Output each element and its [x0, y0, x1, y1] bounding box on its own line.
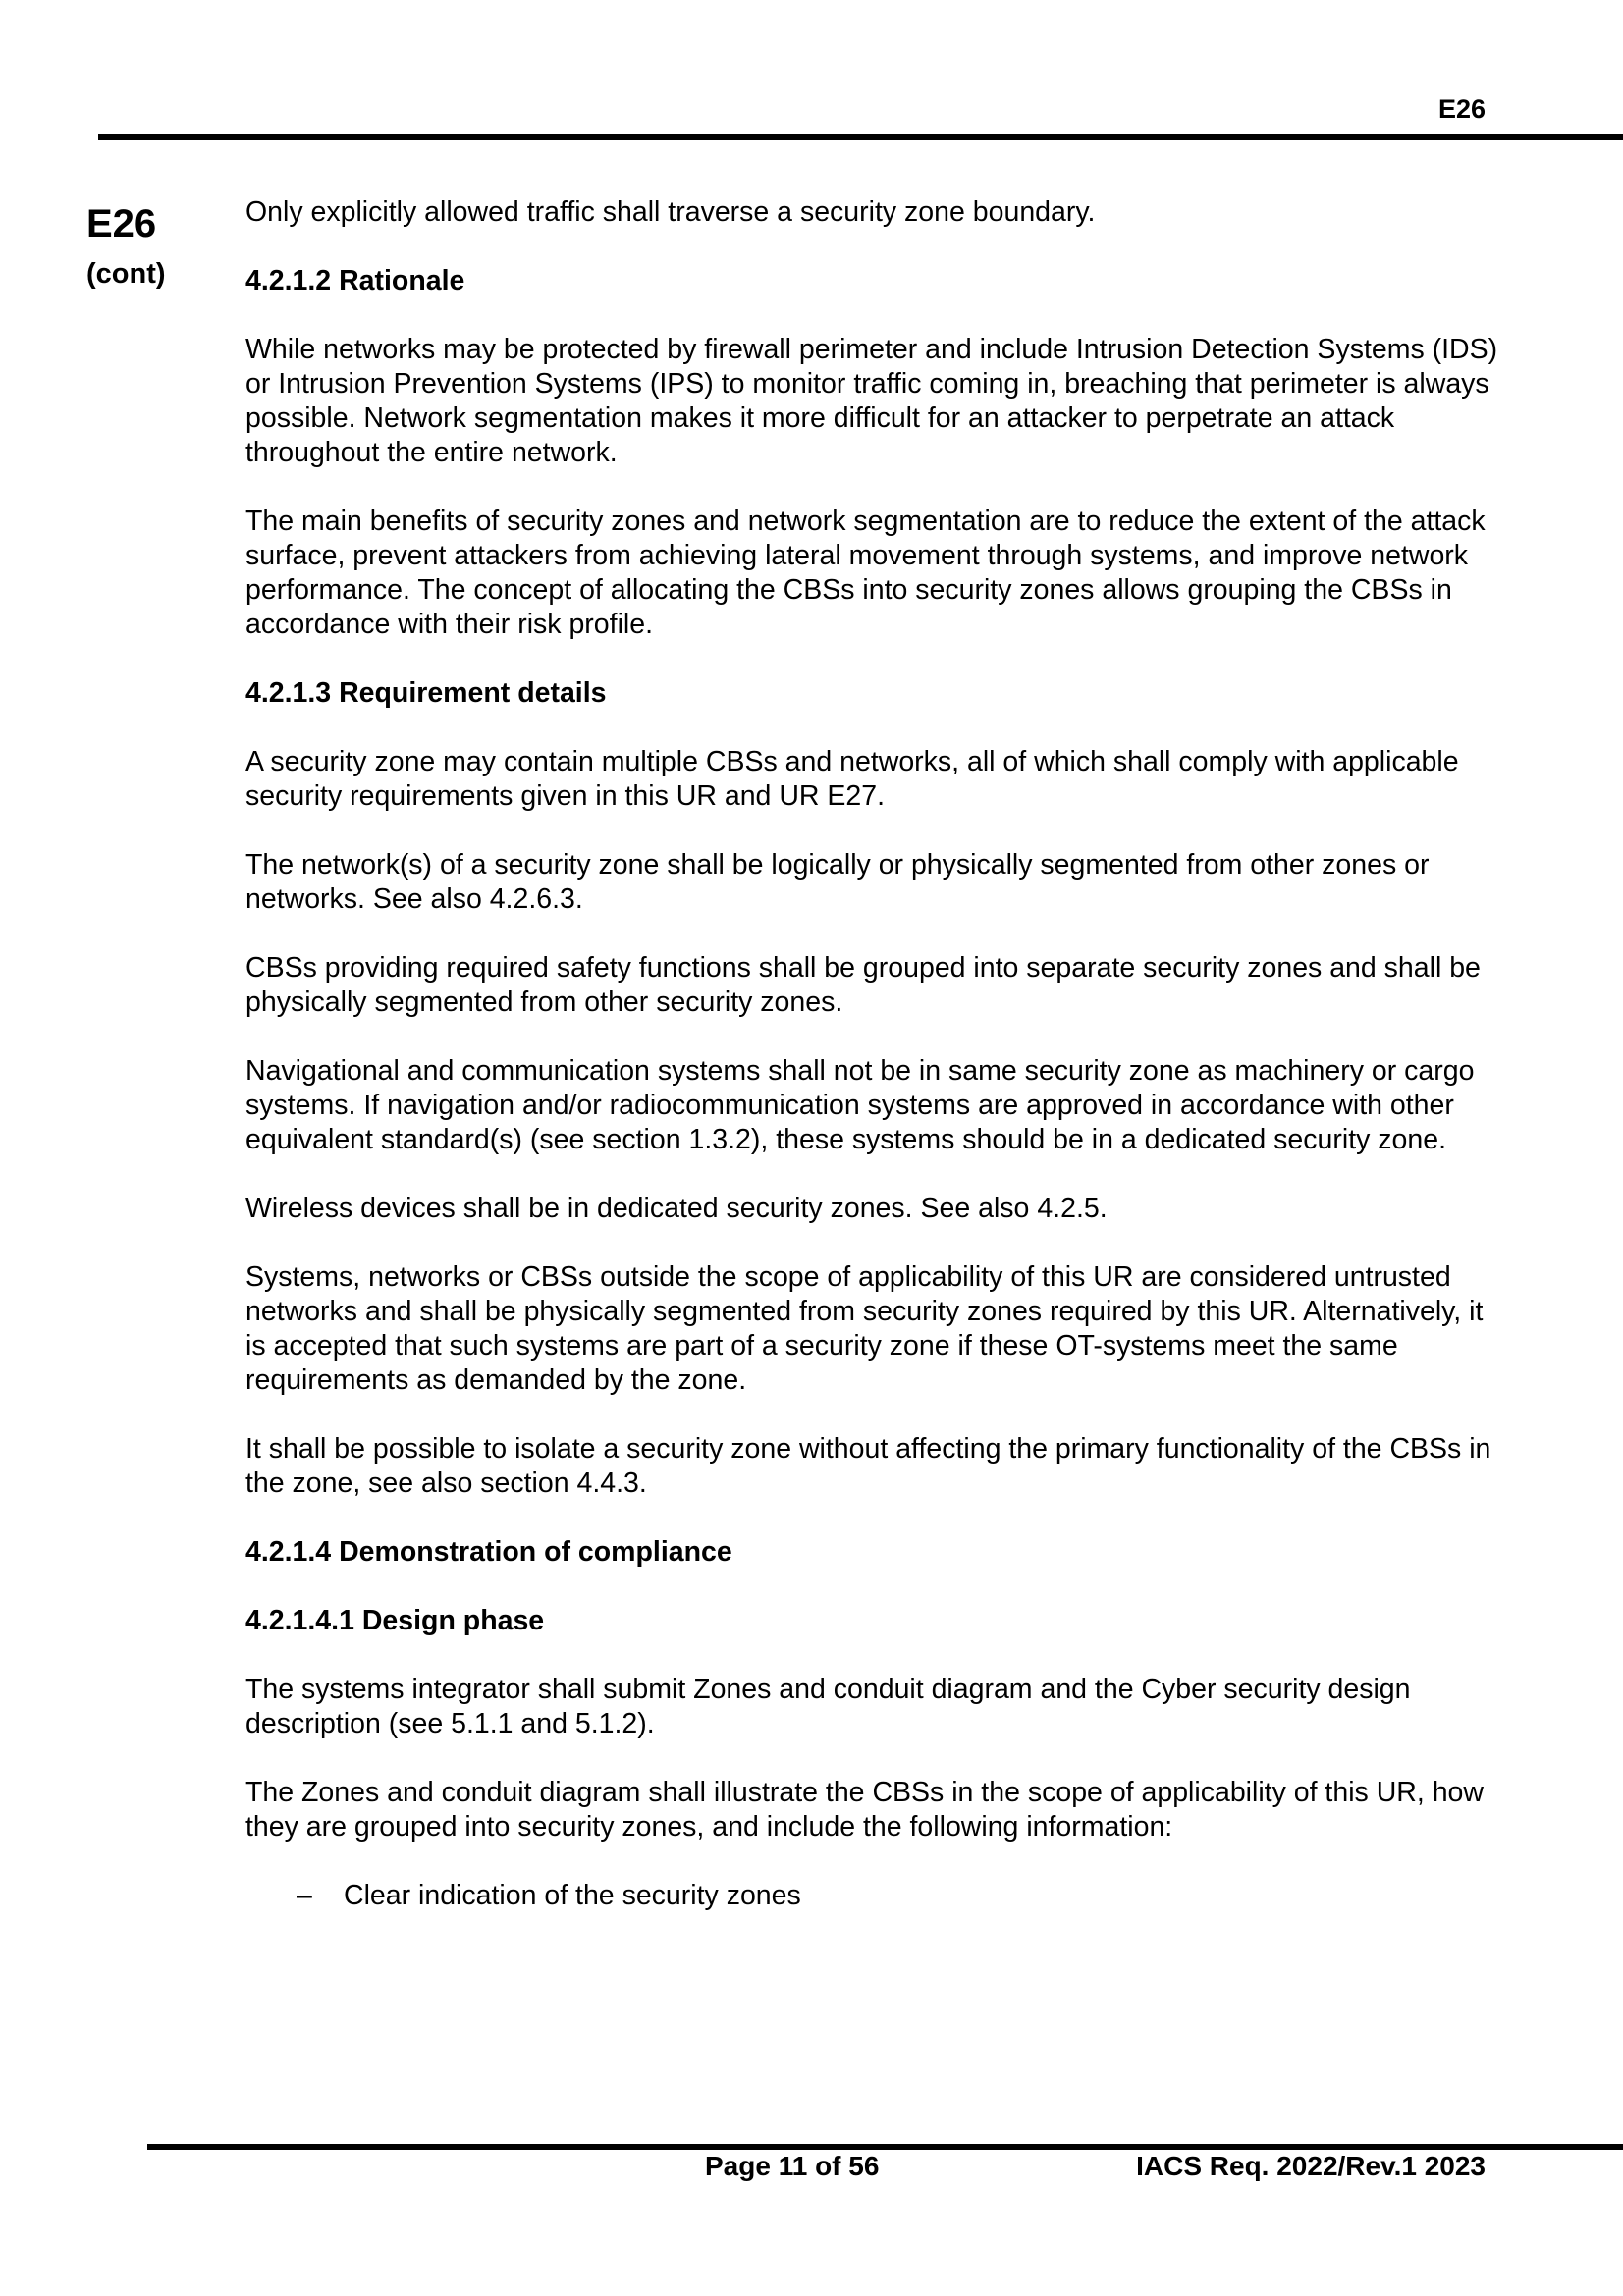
zones-info-list: [245, 1879, 1502, 1913]
rationale-paragraph-2: The main benefits of security zones and network segmentation are to reduce the extent of the attack surface, prevent attackers from achieving lateral movement through systems, and improve network performance. The concept of allocating the CBSs into security zones allows grouping the CBSs in accordance with their risk profile.: [245, 506, 1486, 640]
section-heading-4-2-1-2: 4.2.1.2 Rationale: [245, 265, 465, 296]
section-heading-4-2-1-4: 4.2.1.4 Demonstration of compliance: [245, 1536, 732, 1568]
intro-paragraph: Only explicitly allowed traffic shall traverse a security zone boundary.: [245, 196, 1096, 228]
section-heading-4-2-1-3: 4.2.1.3 Requirement details: [245, 677, 607, 709]
list-item: [245, 1879, 1502, 1913]
requirement-paragraph-7: It shall be possible to isolate a security zone without affecting the primary functionality of the CBSs in the zone, see also section 4.4.3.: [245, 1433, 1491, 1499]
design-phase-paragraph-1: The systems integrator shall submit Zones and conduit diagram and the Cyber security design description (see 5.1.1 and 5.1.2).: [245, 1674, 1411, 1739]
requirement-paragraph-4: Navigational and communication systems shall not be in same security zone as machinery or cargo systems. If navigation and/or radiocommunication systems are approved in accordance with other equivalent standard(s) (see section 1.3.2), these systems should be in a dedicated security zone.: [245, 1055, 1475, 1155]
list-item-text: Clear indication of the security zones: [344, 1880, 801, 1911]
header-rule: [98, 134, 1623, 140]
requirement-paragraph-5: Wireless devices shall be in dedicated security zones. See also 4.2.5.: [245, 1193, 1108, 1224]
list-bullet: –: [297, 1880, 312, 1911]
document-body: [245, 195, 1502, 1913]
side-document-code: E26: [86, 202, 157, 245]
footer-rule: [147, 2144, 1623, 2150]
requirement-paragraph-1: A security zone may contain multiple CBSs and networks, all of which shall comply with applicable security requirements given in this UR and UR E27.: [245, 746, 1459, 812]
footer-page-number: Page 11 of 56: [705, 2151, 880, 2181]
design-phase-paragraph-2: The Zones and conduit diagram shall illustrate the CBSs in the scope of applicability of this UR, how they are grouped into security zones, and include the following information:: [245, 1777, 1484, 1842]
side-continued-label: (cont): [86, 258, 166, 290]
requirement-paragraph-2: The network(s) of a security zone shall be logically or physically segmented from other zones or networks. See also 4.2.6.3.: [245, 849, 1430, 915]
footer-document-reference: IACS Req. 2022/Rev.1 2023: [1136, 2151, 1486, 2181]
requirement-paragraph-6: Systems, networks or CBSs outside the scope of applicability of this UR are considered untrusted networks and shall be physically segmented from security zones required by this UR. Alternatively, it is accepted that such systems are part of a security zone if these OT-systems meet the same requirements as demanded by the zone.: [245, 1261, 1484, 1396]
section-heading-4-2-1-4-1: 4.2.1.4.1 Design phase: [245, 1605, 545, 1636]
header-document-code: E26: [1437, 94, 1486, 124]
requirement-paragraph-3: CBSs providing required safety functions shall be grouped into separate security zones and shall be physically segmented from other security zones.: [245, 952, 1481, 1018]
rationale-paragraph-1: While networks may be protected by firewall perimeter and include Intrusion Detection Systems (IDS) or Intrusion Prevention Systems (IPS) to monitor traffic coming in, breaching that perimeter is always possible. Network segmentation makes it more difficult for an attacker to perpetrate an attack throughout the entire network.: [245, 334, 1498, 468]
